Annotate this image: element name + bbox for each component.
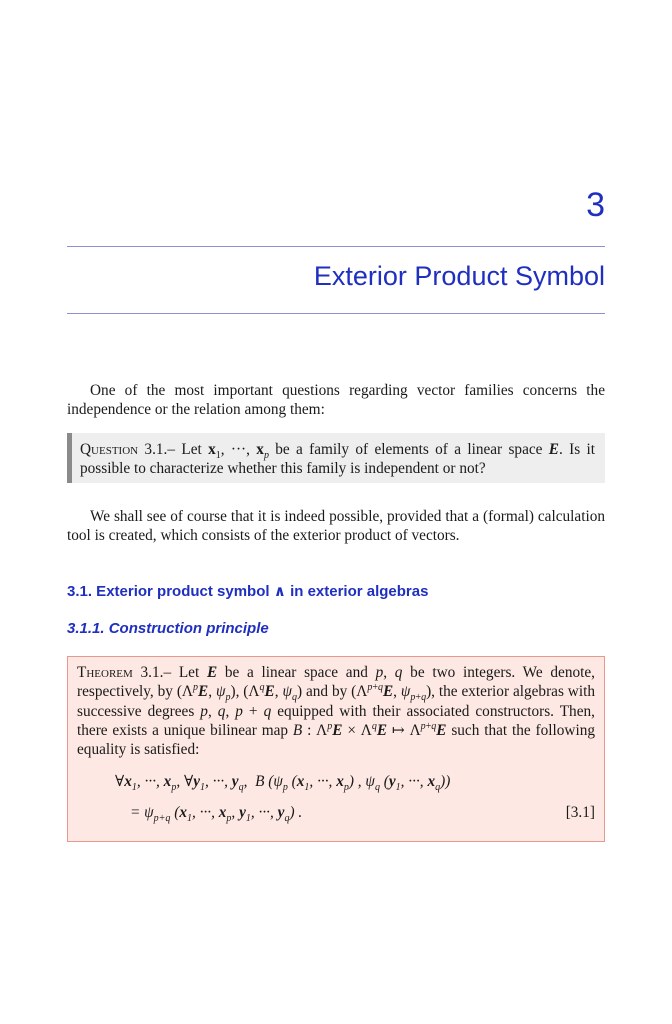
second-paragraph: We shall see of course that it is indeed possible, provided that a (formal) calculation tool is created, which consists of the exterior product of vectors. xyxy=(67,508,605,544)
equation-line-1: $\forall x_1$, ···, $x_p$, $\forall y_1$, ···, $y_q$, B ($\psi_p$ ($x_1$, ···, $x_p$) , $\psi_q$ ($y_1$, ···, $x_q$)) xyxy=(115,773,451,794)
subsection-heading: 3.1.1. Construction principle xyxy=(67,620,269,637)
intro-paragraph: One of the most important questions regarding vector families concerns the independence or the relation among them: xyxy=(67,382,605,418)
chapter-title: Exterior Product Symbol xyxy=(313,261,605,291)
bottom-rule xyxy=(67,313,605,314)
question-label: Question 3.1. xyxy=(80,441,168,458)
question-box: Question 3.1.– Let $x_1$, ···, $x_p$ be a family of elements of a linear space E. Is it possible to characterize whether this family is independent or not? xyxy=(67,433,605,483)
theorem-box xyxy=(67,656,605,842)
space-e: E xyxy=(548,441,559,458)
section-heading: 3.1. Exterior product symbol ∧ in exterior algebras xyxy=(67,583,429,600)
top-rule xyxy=(67,246,605,247)
theorem-text: Theorem 3.1.– Let E be a linear space and p, q be two integers. We denote, respectively, by ($\Lambda^pE$, $\psi_p$), ($\Lambda^qE$, $\psi_q$) and by ($\Lambda^{p+q}E$, $\psi_{p+q}$), the exterior algebras with successive degrees p, q, p + q equipped with their associated constructors. Then, there exists a unique bilinear map B : $\Lambda^pE \times \Lambda^qE$ ↦ $\Lambda^{p+q}E$ such that the following equality is satisfied: xyxy=(77,664,596,759)
equation-line-2: = $\psi_{p+q}$ ($x_1$, ···, $x_p$, $y_1$, ···, $y_q$) . xyxy=(130,804,303,825)
vector-family: $x_1$, ···, $x_p$ xyxy=(208,441,269,462)
equation-number: [3.1] xyxy=(565,804,595,821)
chapter-number: 3 xyxy=(586,186,605,224)
